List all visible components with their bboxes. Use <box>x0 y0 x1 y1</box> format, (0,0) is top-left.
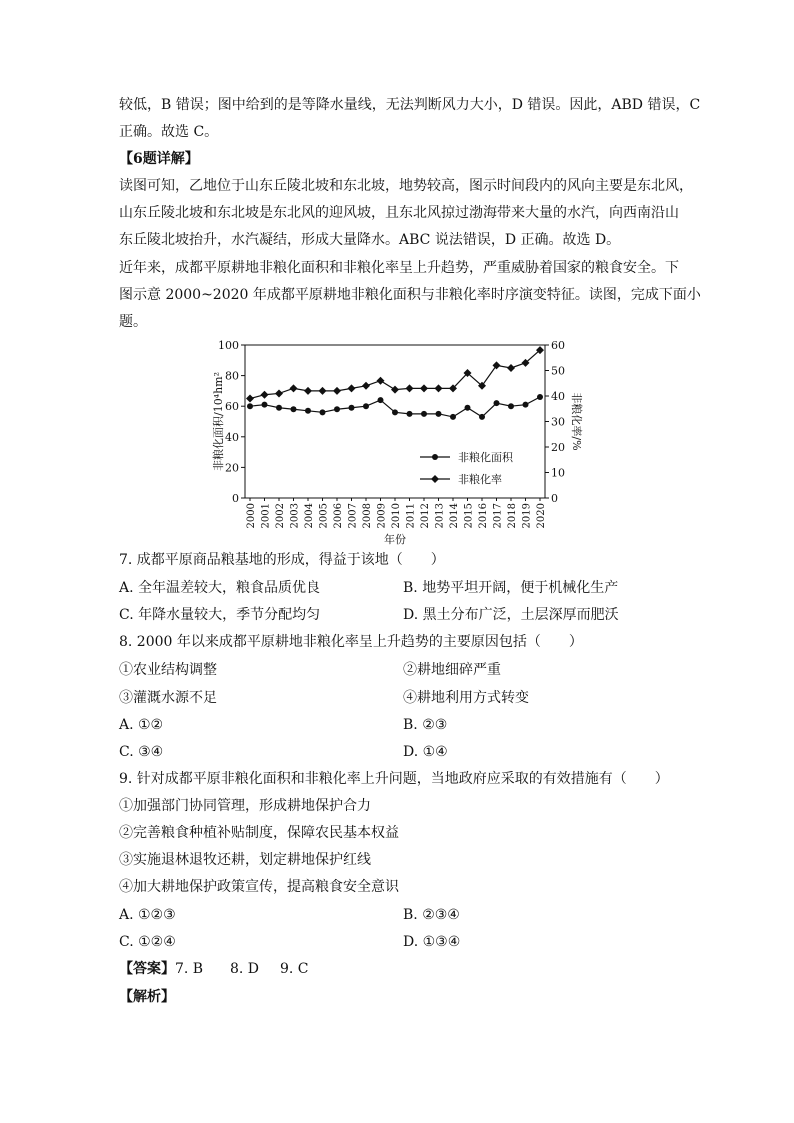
area-point <box>320 409 326 415</box>
right-tick-label: 40 <box>551 390 565 403</box>
rate-point <box>319 387 327 395</box>
x-tick-label: 2019 <box>521 503 533 529</box>
x-tick-label: 2008 <box>362 503 373 529</box>
area-point <box>392 409 398 415</box>
left-tick-label: 0 <box>232 492 239 505</box>
q7-option-c: C. 年降水量较大，季节分配均匀 <box>119 607 321 623</box>
area-point <box>508 403 514 409</box>
x-tick-label: 2017 <box>492 503 504 529</box>
q7-option-b: B. 地势平坦开阔，便于机械化生产 <box>403 580 619 596</box>
q7-stem: 7. 成都平原商品粮基地的形成，得益于该地（ ） <box>119 552 445 568</box>
left-axis-label: 非粮化面积/10⁴hm² <box>212 371 225 472</box>
area-point <box>334 406 340 412</box>
intro-line-1: 较低，B 错误；图中给到的是等降水量线，无法判断风力大小，D 错误。因此，ABD 错误，C <box>119 97 701 113</box>
rate-point <box>362 382 370 390</box>
left-tick-label: 60 <box>225 400 239 414</box>
area-point <box>479 414 485 420</box>
right-tick-label: 30 <box>551 415 565 429</box>
x-tick-label: 2012 <box>420 503 431 529</box>
legend-marker-area <box>432 454 438 460</box>
x-tick-label: 2016 <box>478 503 489 529</box>
q9-item-2: ②完善粮食种植补贴制度，保障农民基本权益 <box>119 825 399 841</box>
x-tick-label: 2011 <box>405 503 417 529</box>
area-point <box>436 411 442 417</box>
area-point <box>537 394 543 400</box>
passage-line-3: 题。 <box>119 314 147 330</box>
x-tick-label: 2018 <box>507 503 518 529</box>
area-point <box>247 403 253 409</box>
rate-point <box>333 387 341 395</box>
area-point <box>305 408 311 414</box>
area-point <box>523 402 529 408</box>
legend-label-rate: 非粮化率 <box>458 473 502 486</box>
legend-label-area: 非粮化面积 <box>458 451 513 464</box>
q8-item-1: ①农业结构调整 <box>119 662 217 678</box>
left-tick-label: 100 <box>218 339 239 352</box>
passage-line-1: 近年来，成都平原耕地非粮化面积和非粮化率呈上升趋势，严重威胁着国家的粮食安全。下 <box>119 260 679 276</box>
rate-point <box>275 389 283 397</box>
rate-point <box>420 384 428 392</box>
x-tick-label: 2000 <box>246 503 257 529</box>
q9-option-c: C. ①②④ <box>119 934 176 950</box>
answer-7: 7. B <box>175 961 204 977</box>
x-tick-label: 2007 <box>347 503 359 529</box>
answer-8: 8. D <box>230 961 260 977</box>
x-tick-label: 2015 <box>463 503 475 529</box>
q6-line-1: 读图可知，乙地位于山东丘陵北坡和东北坡，地势较高，图示时间段内的风向主要是东北风， <box>119 178 693 194</box>
right-axis-label: 非粮化率/% <box>570 392 583 451</box>
q8-item-4: ④耕地利用方式转变 <box>403 690 529 706</box>
left-tick-label: 20 <box>225 461 239 475</box>
x-tick-label: 2004 <box>304 503 315 529</box>
area-point <box>465 405 471 411</box>
x-tick-label: 2001 <box>260 503 272 529</box>
x-tick-label: 2009 <box>376 503 388 529</box>
x-axis-label: 年份 <box>384 533 406 546</box>
right-tick-label: 20 <box>551 441 565 454</box>
q8-item-2: ②耕地细碎严重 <box>403 662 501 678</box>
right-tick-label: 10 <box>551 466 565 480</box>
area-point <box>363 403 369 409</box>
area-point <box>291 406 297 412</box>
q9-option-a: A. ①②③ <box>119 907 176 923</box>
q6-heading: 【6题详解】 <box>119 151 199 167</box>
rate-point <box>348 384 356 392</box>
rate-point <box>290 384 298 392</box>
q9-item-1: ①加强部门协同管理，形成耕地保护合力 <box>119 798 371 814</box>
q8-option-d: D. ①④ <box>403 744 448 760</box>
passage-line-2: 图示意 2000~2020 年成都平原耕地非粮化面积与非粮化率时序演变特征。读图，完成下面小 <box>119 287 701 303</box>
area-point <box>276 405 282 411</box>
rate-point <box>406 384 414 392</box>
left-tick-label: 40 <box>225 430 239 444</box>
dual-axis-line-chart <box>205 338 585 548</box>
q8-stem: 8. 2000 年以来成都平原耕地非粮化率呈上升趋势的主要原因包括（ ） <box>119 634 583 650</box>
right-tick-label: 50 <box>551 364 565 378</box>
area-point <box>494 400 500 406</box>
x-tick-label: 2014 <box>449 503 460 529</box>
area-point <box>349 405 355 411</box>
q8-option-c: C. ③④ <box>119 744 164 760</box>
q6-line-2: 山东丘陵北坡和东北坡是东北风的迎风坡，且东北风掠过渤海带来大量的水汽，向西南沿山 <box>119 205 679 221</box>
rate-point <box>493 361 501 369</box>
q9-item-3: ③实施退林退牧还耕，划定耕地保护红线 <box>119 852 371 868</box>
q6-line-3: 东丘陵北坡抬升，水汽凝结，形成大量降水。ABC 说法错误，D 正确。故选 D。 <box>119 232 621 248</box>
x-tick-label: 2006 <box>333 503 344 529</box>
q9-option-d: D. ①③④ <box>403 934 461 950</box>
x-tick-label: 2020 <box>536 503 547 529</box>
q8-option-a: A. ①② <box>119 717 164 733</box>
intro-line-2: 正确。故选 C。 <box>119 124 219 140</box>
x-tick-label: 2013 <box>434 503 446 529</box>
rate-point <box>435 384 443 392</box>
q7-option-a: A. 全年温差较大，粮食品质优良 <box>119 580 321 596</box>
q8-item-3: ③灌溉水源不足 <box>119 690 217 706</box>
area-point <box>450 414 456 420</box>
x-tick-label: 2005 <box>318 503 330 529</box>
area-point <box>421 411 427 417</box>
right-tick-label: 60 <box>551 339 565 352</box>
answer-label: 【答案】 <box>119 961 175 977</box>
rate-point <box>304 387 312 395</box>
q9-item-4: ④加大耕地保护政策宣传，提高粮食安全意识 <box>119 879 399 895</box>
rate-point <box>507 364 515 372</box>
x-tick-label: 2002 <box>275 503 286 529</box>
rate-point <box>391 386 399 394</box>
area-point <box>407 411 413 417</box>
q8-option-b: B. ②③ <box>403 717 448 733</box>
analysis-label: 【解析】 <box>119 989 175 1005</box>
answer-9: 9. C <box>280 961 309 977</box>
rate-point <box>261 391 269 399</box>
area-point <box>262 402 268 408</box>
area-point <box>378 397 384 403</box>
right-tick-label: 0 <box>551 492 558 505</box>
x-tick-label: 2003 <box>289 503 301 529</box>
q7-option-d: D. 黑土分布广泛，土层深厚而肥沃 <box>403 607 619 623</box>
rate-point <box>246 395 254 403</box>
q9-option-b: B. ②③④ <box>403 907 460 923</box>
legend-marker-rate <box>431 475 439 483</box>
rate-point <box>377 377 385 385</box>
q9-stem: 9. 针对成都平原非粮化面积和非粮化率上升问题，当地政府应采取的有效措施有（ ） <box>119 771 669 787</box>
left-tick-label: 80 <box>225 369 239 383</box>
x-tick-label: 2010 <box>391 503 402 529</box>
